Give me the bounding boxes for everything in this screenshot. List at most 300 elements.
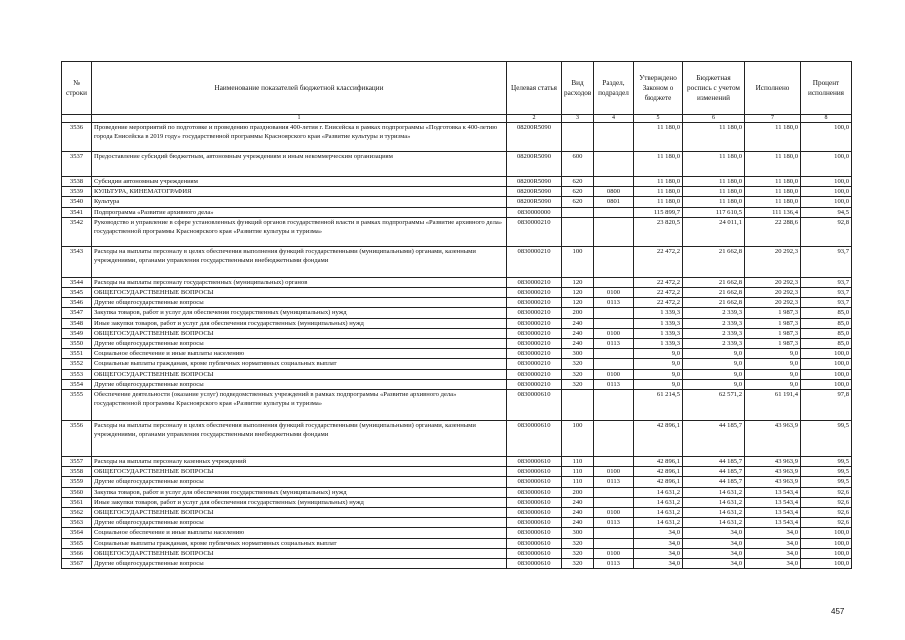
target-article-cell: 0830000210 (507, 318, 562, 328)
header-target: Целевая статья (507, 62, 562, 115)
table-row (62, 308, 852, 318)
row-name-cell: Другие общегосударственные вопросы (92, 339, 507, 349)
table-body (62, 123, 852, 569)
row-name-cell: Руководство и управление в сфере установленных функций органов государственной власти в рамках подпрограммы «Развитие архивного дела» государственной программы Красноярского края «Развитие культуры и туризма» (92, 217, 507, 246)
target-article-cell: 0830000610 (507, 421, 562, 457)
target-article-cell: 0830000610 (507, 548, 562, 558)
row-name-cell: Иные закупки товаров, работ и услуг для обеспечения государственных (муниципальных) нужд (92, 497, 507, 507)
executed-cell: 20 292,3 (745, 277, 801, 287)
approved-cell: 42 896,1 (634, 477, 683, 487)
expense-type-cell: 320 (562, 359, 594, 369)
section-cell: 0100 (594, 369, 634, 379)
budget-plan-cell: 2 339,3 (683, 308, 745, 318)
row-name-cell: Субсидии автономным учреждениям (92, 177, 507, 187)
budget-plan-cell: 14 631,2 (683, 497, 745, 507)
percent-cell: 99,5 (801, 467, 852, 477)
row-name-cell: ОБЩЕГОСУДАРСТВЕННЫЕ ВОПРОСЫ (92, 288, 507, 298)
row-number-cell: 3567 (62, 559, 92, 569)
percent-cell: 97,8 (801, 390, 852, 421)
target-article-cell: 0830000610 (507, 497, 562, 507)
section-cell (594, 152, 634, 177)
target-article-cell: 0830000210 (507, 277, 562, 287)
approved-cell: 11 180,0 (634, 152, 683, 177)
percent-cell: 100,0 (801, 528, 852, 538)
section-cell: 0113 (594, 477, 634, 487)
page-number: 457 (831, 607, 845, 616)
expense-type-cell: 120 (562, 298, 594, 308)
executed-cell: 13 543,4 (745, 518, 801, 528)
section-cell (594, 207, 634, 217)
budget-table (61, 61, 852, 569)
table-row (62, 457, 852, 467)
percent-cell: 100,0 (801, 197, 852, 207)
expense-type-cell: 110 (562, 477, 594, 487)
expense-type-cell: 620 (562, 187, 594, 197)
approved-cell: 42 896,1 (634, 421, 683, 457)
table-row (62, 379, 852, 389)
budget-plan-cell: 9,0 (683, 369, 745, 379)
row-name-cell: ОБЩЕГОСУДАРСТВЕННЫЕ ВОПРОСЫ (92, 328, 507, 338)
table-row (62, 339, 852, 349)
row-name-cell: Подпрограмма «Развитие архивного дела» (92, 207, 507, 217)
row-name-cell: Другие общегосударственные вопросы (92, 559, 507, 569)
table-row (62, 328, 852, 338)
column-number: 8 (801, 115, 852, 123)
row-number-cell: 3546 (62, 298, 92, 308)
section-cell (594, 390, 634, 421)
row-number-cell: 3547 (62, 308, 92, 318)
row-number-cell: 3564 (62, 528, 92, 538)
target-article-cell: 0830000610 (507, 528, 562, 538)
executed-cell: 43 963,9 (745, 477, 801, 487)
target-article-cell: 0830000610 (507, 518, 562, 528)
row-number-cell: 3550 (62, 339, 92, 349)
percent-cell: 99,5 (801, 421, 852, 457)
budget-plan-cell: 11 180,0 (683, 197, 745, 207)
row-name-cell: ОБЩЕГОСУДАРСТВЕННЫЕ ВОПРОСЫ (92, 369, 507, 379)
percent-cell: 99,5 (801, 457, 852, 467)
row-name-cell: Социальное обеспечение и иные выплаты населению (92, 528, 507, 538)
column-number-row (62, 115, 852, 123)
percent-cell: 92,6 (801, 518, 852, 528)
section-cell (594, 497, 634, 507)
row-number-cell: 3544 (62, 277, 92, 287)
budget-plan-cell: 34,0 (683, 538, 745, 548)
budget-plan-cell: 44 185,7 (683, 467, 745, 477)
section-cell: 0113 (594, 298, 634, 308)
section-cell: 0801 (594, 197, 634, 207)
target-article-cell: 0830000610 (507, 477, 562, 487)
table-row (62, 497, 852, 507)
column-number: 7 (745, 115, 801, 123)
target-article-cell: 0830000210 (507, 369, 562, 379)
row-number-cell: 3540 (62, 197, 92, 207)
row-number-cell: 3538 (62, 177, 92, 187)
header-expense-type: Вид расходов (562, 62, 594, 115)
executed-cell: 20 292,3 (745, 246, 801, 277)
row-name-cell: ОБЩЕГОСУДАРСТВЕННЫЕ ВОПРОСЫ (92, 548, 507, 558)
row-name-cell: Расходы на выплаты персоналу казенных учреждений (92, 457, 507, 467)
table-row (62, 559, 852, 569)
expense-type-cell: 240 (562, 328, 594, 338)
budget-plan-cell: 24 011,1 (683, 217, 745, 246)
budget-plan-cell: 2 339,3 (683, 318, 745, 328)
section-cell (594, 538, 634, 548)
row-name-cell: Расходы на выплаты персоналу в целях обеспечения выполнения функций государственными (муниципальными) органами, казенными учреждениями, органами управления государственными внебюджетными фондами (92, 421, 507, 457)
percent-cell: 85,0 (801, 328, 852, 338)
table-row (62, 359, 852, 369)
budget-plan-cell: 11 180,0 (683, 152, 745, 177)
expense-type-cell: 620 (562, 197, 594, 207)
row-name-cell: Социальное обеспечение и иные выплаты населению (92, 349, 507, 359)
executed-cell: 34,0 (745, 559, 801, 569)
expense-type-cell (562, 217, 594, 246)
row-number-cell: 3542 (62, 217, 92, 246)
approved-cell: 34,0 (634, 538, 683, 548)
percent-cell: 100,0 (801, 359, 852, 369)
approved-cell: 9,0 (634, 379, 683, 389)
approved-cell: 22 472,2 (634, 277, 683, 287)
row-number-cell: 3563 (62, 518, 92, 528)
row-number-cell: 3562 (62, 508, 92, 518)
table-row (62, 217, 852, 246)
target-article-cell: 0830000210 (507, 339, 562, 349)
expense-type-cell: 200 (562, 308, 594, 318)
approved-cell: 42 896,1 (634, 457, 683, 467)
percent-cell: 100,0 (801, 538, 852, 548)
table-row (62, 487, 852, 497)
approved-cell: 11 180,0 (634, 187, 683, 197)
target-article-cell: 08200R5090 (507, 177, 562, 187)
row-number-cell: 3558 (62, 467, 92, 477)
approved-cell: 14 631,2 (634, 518, 683, 528)
expense-type-cell: 320 (562, 379, 594, 389)
row-number-cell: 3548 (62, 318, 92, 328)
approved-cell: 34,0 (634, 559, 683, 569)
table-row (62, 277, 852, 287)
budget-plan-cell: 11 180,0 (683, 187, 745, 197)
executed-cell: 1 987,3 (745, 308, 801, 318)
section-cell: 0100 (594, 288, 634, 298)
column-number: 1 (92, 115, 507, 123)
row-name-cell: Другие общегосударственные вопросы (92, 298, 507, 308)
executed-cell: 20 292,3 (745, 288, 801, 298)
executed-cell: 13 543,4 (745, 487, 801, 497)
budget-plan-cell: 2 339,3 (683, 328, 745, 338)
target-article-cell: 0830000210 (507, 298, 562, 308)
expense-type-cell: 240 (562, 497, 594, 507)
expense-type-cell: 240 (562, 318, 594, 328)
table-row (62, 207, 852, 217)
table-row (62, 538, 852, 548)
budget-plan-cell: 14 631,2 (683, 487, 745, 497)
row-name-cell: ОБЩЕГОСУДАРСТВЕННЫЕ ВОПРОСЫ (92, 467, 507, 477)
row-number-cell: 3539 (62, 187, 92, 197)
percent-cell: 100,0 (801, 349, 852, 359)
section-cell: 0800 (594, 187, 634, 197)
section-cell (594, 177, 634, 187)
row-name-cell: ОБЩЕГОСУДАРСТВЕННЫЕ ВОПРОСЫ (92, 508, 507, 518)
approved-cell: 11 180,0 (634, 177, 683, 187)
expense-type-cell (562, 123, 594, 152)
target-article-cell: 0830000610 (507, 508, 562, 518)
executed-cell: 111 136,4 (745, 207, 801, 217)
percent-cell: 85,0 (801, 308, 852, 318)
expense-type-cell: 620 (562, 177, 594, 187)
row-name-cell: Предоставление субсидий бюджетным, автономным учреждениям и иным некоммерческим организациям (92, 152, 507, 177)
expense-type-cell: 300 (562, 528, 594, 538)
header-row (62, 62, 852, 115)
percent-cell: 93,7 (801, 246, 852, 277)
section-cell: 0100 (594, 508, 634, 518)
table-row (62, 318, 852, 328)
section-cell (594, 421, 634, 457)
approved-cell: 22 472,2 (634, 288, 683, 298)
section-cell: 0100 (594, 548, 634, 558)
percent-cell: 94,5 (801, 207, 852, 217)
percent-cell: 93,7 (801, 298, 852, 308)
section-cell: 0113 (594, 559, 634, 569)
expense-type-cell: 600 (562, 152, 594, 177)
executed-cell: 43 963,9 (745, 467, 801, 477)
expense-type-cell: 320 (562, 538, 594, 548)
section-cell: 0113 (594, 518, 634, 528)
percent-cell: 92,6 (801, 487, 852, 497)
approved-cell: 11 180,0 (634, 123, 683, 152)
row-name-cell: Другие общегосударственные вопросы (92, 518, 507, 528)
approved-cell: 11 180,0 (634, 197, 683, 207)
budget-plan-cell: 11 180,0 (683, 123, 745, 152)
table-row (62, 508, 852, 518)
executed-cell: 11 180,0 (745, 197, 801, 207)
percent-cell: 93,7 (801, 277, 852, 287)
table-row (62, 528, 852, 538)
expense-type-cell: 120 (562, 288, 594, 298)
percent-cell: 92,6 (801, 508, 852, 518)
row-name-cell: Обеспечение деятельности (оказание услуг) подведомственных учреждений в рамках подпрограммы «Развитие архивного дела» государственной программы Красноярского края «Развитие культуры и туризма» (92, 390, 507, 421)
row-number-cell: 3552 (62, 359, 92, 369)
target-article-cell: 0830000000 (507, 207, 562, 217)
percent-cell: 85,0 (801, 339, 852, 349)
header-row-no: № строки (62, 62, 92, 115)
row-number-cell: 3561 (62, 497, 92, 507)
table-row (62, 187, 852, 197)
column-number: 3 (562, 115, 594, 123)
budget-plan-cell: 34,0 (683, 559, 745, 569)
target-article-cell: 0830000210 (507, 379, 562, 389)
executed-cell: 61 191,4 (745, 390, 801, 421)
target-article-cell: 0830000610 (507, 538, 562, 548)
percent-cell: 100,0 (801, 177, 852, 187)
section-cell: 0100 (594, 467, 634, 477)
section-cell: 0100 (594, 328, 634, 338)
budget-plan-cell: 62 571,2 (683, 390, 745, 421)
row-number-cell: 3560 (62, 487, 92, 497)
approved-cell: 9,0 (634, 359, 683, 369)
approved-cell: 1 339,3 (634, 328, 683, 338)
target-article-cell: 08200R5090 (507, 123, 562, 152)
row-number-cell: 3555 (62, 390, 92, 421)
row-name-cell: Расходы на выплаты персоналу в целях обеспечения выполнения функций государственными (муниципальными) органами, казенными учреждениями, органами управления государственными внебюджетными фондами (92, 246, 507, 277)
row-name-cell: Другие общегосударственные вопросы (92, 379, 507, 389)
row-number-cell: 3556 (62, 421, 92, 457)
expense-type-cell: 200 (562, 487, 594, 497)
section-cell (594, 123, 634, 152)
percent-cell: 100,0 (801, 559, 852, 569)
approved-cell: 9,0 (634, 349, 683, 359)
approved-cell: 115 899,7 (634, 207, 683, 217)
target-article-cell: 0830000210 (507, 359, 562, 369)
header-executed: Исполнено (745, 62, 801, 115)
executed-cell: 11 180,0 (745, 177, 801, 187)
budget-plan-cell: 117 610,5 (683, 207, 745, 217)
approved-cell: 42 896,1 (634, 467, 683, 477)
row-name-cell: Иные закупки товаров, работ и услуг для обеспечения государственных (муниципальных) нужд (92, 318, 507, 328)
table-row (62, 197, 852, 207)
section-cell: 0113 (594, 379, 634, 389)
table-row (62, 288, 852, 298)
executed-cell: 13 543,4 (745, 508, 801, 518)
executed-cell: 34,0 (745, 538, 801, 548)
budget-plan-cell: 21 662,8 (683, 298, 745, 308)
header-approved: Утверждено Законом о бюджете (634, 62, 683, 115)
percent-cell: 99,5 (801, 477, 852, 487)
table-row (62, 421, 852, 457)
percent-cell: 100,0 (801, 187, 852, 197)
table-row (62, 349, 852, 359)
budget-plan-cell: 21 662,8 (683, 246, 745, 277)
expense-type-cell: 320 (562, 559, 594, 569)
row-name-cell: КУЛЬТУРА, КИНЕМАТОГРАФИЯ (92, 187, 507, 197)
target-article-cell: 0830000610 (507, 390, 562, 421)
budget-plan-cell: 9,0 (683, 379, 745, 389)
table-row (62, 177, 852, 187)
target-article-cell: 0830000610 (507, 487, 562, 497)
section-cell: 0113 (594, 339, 634, 349)
table-row (62, 246, 852, 277)
percent-cell: 100,0 (801, 369, 852, 379)
approved-cell: 1 339,3 (634, 339, 683, 349)
expense-type-cell: 320 (562, 548, 594, 558)
table-row (62, 152, 852, 177)
executed-cell: 34,0 (745, 548, 801, 558)
target-article-cell: 0830000210 (507, 308, 562, 318)
budget-report-sheet (61, 61, 851, 569)
approved-cell: 14 631,2 (634, 508, 683, 518)
approved-cell: 23 820,5 (634, 217, 683, 246)
executed-cell: 20 292,3 (745, 298, 801, 308)
target-article-cell: 0830000610 (507, 457, 562, 467)
section-cell (594, 487, 634, 497)
percent-cell: 93,7 (801, 288, 852, 298)
target-article-cell: 0830000610 (507, 559, 562, 569)
approved-cell: 14 631,2 (634, 487, 683, 497)
executed-cell: 9,0 (745, 349, 801, 359)
column-number: 2 (507, 115, 562, 123)
table-row (62, 477, 852, 487)
row-name-cell: Культура (92, 197, 507, 207)
approved-cell: 34,0 (634, 548, 683, 558)
expense-type-cell: 100 (562, 246, 594, 277)
budget-plan-cell: 9,0 (683, 359, 745, 369)
budget-plan-cell: 21 662,8 (683, 288, 745, 298)
row-number-cell: 3543 (62, 246, 92, 277)
target-article-cell: 0830000210 (507, 328, 562, 338)
section-cell (594, 308, 634, 318)
executed-cell: 43 963,9 (745, 457, 801, 467)
approved-cell: 9,0 (634, 369, 683, 379)
target-article-cell: 0830000210 (507, 217, 562, 246)
executed-cell: 34,0 (745, 528, 801, 538)
section-cell (594, 349, 634, 359)
row-number-cell: 3551 (62, 349, 92, 359)
column-number: 5 (634, 115, 683, 123)
executed-cell: 43 963,9 (745, 421, 801, 457)
executed-cell: 22 288,6 (745, 217, 801, 246)
expense-type-cell (562, 207, 594, 217)
section-cell (594, 246, 634, 277)
target-article-cell: 08200R5090 (507, 187, 562, 197)
target-article-cell: 0830000210 (507, 288, 562, 298)
percent-cell: 100,0 (801, 548, 852, 558)
expense-type-cell: 120 (562, 277, 594, 287)
budget-plan-cell: 14 631,2 (683, 518, 745, 528)
percent-cell: 100,0 (801, 379, 852, 389)
row-name-cell: Проведение мероприятий по подготовке и проведению празднования 400-летия г. Енисейска в рамках подпрограммы «Подготовка к 400-летию города Енисейска в 2019 году» государственной программы Красноярского края «Развитие культуры и туризма» (92, 123, 507, 152)
column-number: 6 (683, 115, 745, 123)
budget-plan-cell: 21 662,8 (683, 277, 745, 287)
expense-type-cell (562, 390, 594, 421)
expense-type-cell: 240 (562, 339, 594, 349)
executed-cell: 9,0 (745, 379, 801, 389)
budget-plan-cell: 14 631,2 (683, 508, 745, 518)
expense-type-cell: 240 (562, 508, 594, 518)
expense-type-cell: 240 (562, 518, 594, 528)
column-number (62, 115, 92, 123)
percent-cell: 92,8 (801, 217, 852, 246)
expense-type-cell: 110 (562, 467, 594, 477)
row-number-cell: 3536 (62, 123, 92, 152)
expense-type-cell: 300 (562, 349, 594, 359)
table-row (62, 369, 852, 379)
approved-cell: 34,0 (634, 528, 683, 538)
header-percent: Процент исполнения (801, 62, 852, 115)
target-article-cell: 08200R5090 (507, 197, 562, 207)
header-budget-plan: Бюджетная роспись с учетом изменений (683, 62, 745, 115)
table-row (62, 548, 852, 558)
target-article-cell: 08200R5090 (507, 152, 562, 177)
section-cell (594, 457, 634, 467)
table-row (62, 467, 852, 477)
percent-cell: 85,0 (801, 318, 852, 328)
row-name-cell: Закупка товаров, работ и услуг для обеспечения государственных (муниципальных) нужд (92, 308, 507, 318)
row-name-cell: Социальные выплаты гражданам, кроме публичных нормативных социальных выплат (92, 538, 507, 548)
executed-cell: 11 180,0 (745, 187, 801, 197)
row-number-cell: 3541 (62, 207, 92, 217)
row-number-cell: 3545 (62, 288, 92, 298)
percent-cell: 100,0 (801, 152, 852, 177)
row-number-cell: 3553 (62, 369, 92, 379)
executed-cell: 13 543,4 (745, 497, 801, 507)
executed-cell: 1 987,3 (745, 339, 801, 349)
approved-cell: 1 339,3 (634, 308, 683, 318)
row-name-cell: Закупка товаров, работ и услуг для обеспечения государственных (муниципальных) нужд (92, 487, 507, 497)
budget-plan-cell: 9,0 (683, 349, 745, 359)
expense-type-cell: 110 (562, 457, 594, 467)
budget-plan-cell: 44 185,7 (683, 421, 745, 457)
column-number: 4 (594, 115, 634, 123)
executed-cell: 1 987,3 (745, 328, 801, 338)
